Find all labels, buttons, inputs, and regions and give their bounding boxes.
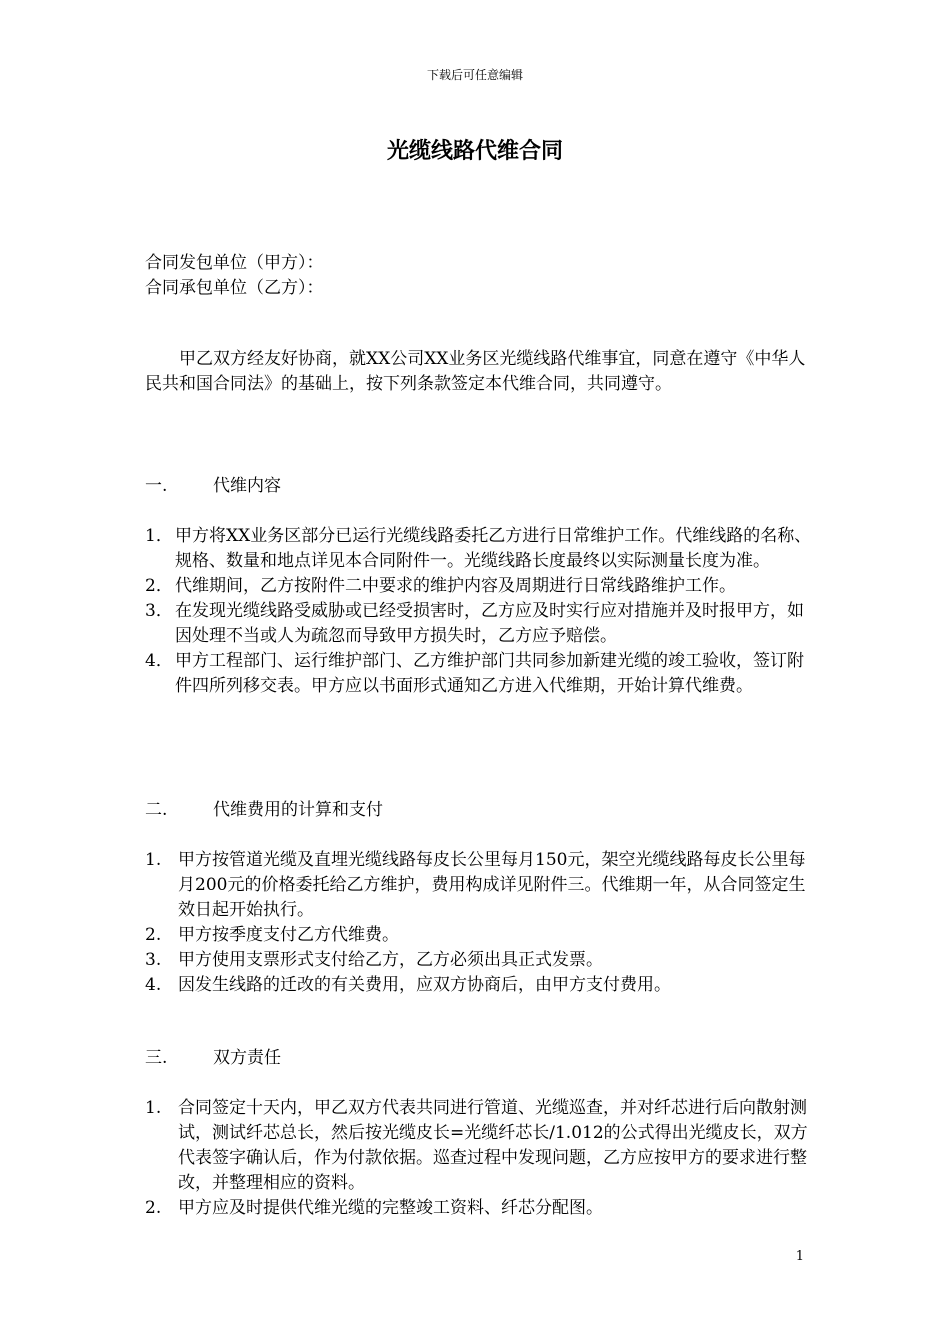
section-number: 二.	[145, 800, 168, 820]
item-text: 在发现光缆线路受威胁或已经受损害时，乙方应及时实行应对措施并及时报甲方，如因处理不当或人为疏忽而导致甲方损失时，乙方应予赔偿。	[175, 601, 804, 646]
item-text: 代维期间，乙方按附件二中要求的维护内容及周期进行日常线路维护工作。	[175, 576, 736, 596]
list-item	[145, 524, 820, 574]
list-item	[145, 599, 820, 649]
item-text: 因发生线路的迁改的有关费用，应双方协商后，由甲方支付费用。	[178, 975, 671, 995]
item-text: 甲方使用支票形式支付给乙方，乙方必须出具正式发票。	[178, 950, 603, 970]
item-text: 甲方按季度支付乙方代维费。	[178, 925, 399, 945]
document-title: 光缆线路代维合同	[386, 139, 563, 164]
item-text: 甲方应及时提供代维光缆的完整竣工资料、纤芯分配图。	[178, 1198, 603, 1218]
section-number: 一.	[145, 476, 168, 496]
section-heading	[145, 1046, 281, 1071]
intro-paragraph	[145, 347, 810, 397]
section-heading	[145, 798, 383, 823]
section-title: 代维内容	[213, 476, 281, 496]
party-a-label: 合同发包单位（甲方）：	[145, 253, 324, 273]
section-heading	[145, 474, 281, 499]
item-number: 3．	[145, 601, 173, 621]
item-number: 2.	[145, 925, 162, 945]
list-item	[145, 1196, 820, 1221]
item-number: 3.	[145, 950, 162, 970]
item-text: 合同签定十天内，甲乙双方代表共同进行管道、光缆巡查，并对纤芯进行后向散射测试，测试纤芯总长，然后按光缆皮长=光缆纤芯长/1.012的公式得出光缆皮长，双方代表签字确认后，作为付款依据。巡查过程中发现问题，乙方应按甲方的要求进行整改，并整理相应的资料。	[178, 1098, 808, 1193]
page-number: 1	[795, 1249, 804, 1264]
item-number: 2.	[145, 1198, 162, 1218]
item-number: 1．	[145, 526, 173, 546]
intro-text: 甲乙双方经友好协商，就XX公司XX业务区光缆线路代维事宜，同意在遵守《中华人民共和国合同法》的基础上，按下列条款签定本代维合同，共同遵守。	[145, 349, 806, 394]
item-number: 4．	[145, 651, 173, 671]
item-number: 1.	[145, 850, 162, 870]
list-item	[145, 649, 820, 699]
list-item	[145, 574, 820, 599]
list-item	[145, 973, 820, 998]
item-text: 甲方将XX业务区部分已运行光缆线路委托乙方进行日常维护工作。代维线路的名称、规格、数量和地点详见本合同附件一。光缆线路长度最终以实际测量长度为准。	[175, 526, 812, 571]
party-b-label: 合同承包单位（乙方）：	[145, 278, 324, 298]
section-items	[145, 848, 820, 998]
section-number: 三.	[145, 1048, 168, 1068]
section-title: 代维费用的计算和支付	[213, 800, 383, 820]
item-number: 1.	[145, 1098, 162, 1118]
page-header: 下载后可任意编辑	[426, 68, 523, 82]
section-items	[145, 1096, 820, 1221]
list-item	[145, 948, 820, 973]
item-text: 甲方按管道光缆及直埋光缆线路每皮长公里每月150元，架空光缆线路每皮长公里每月200元的价格委托给乙方维护，费用构成详见附件三。代维期一年，从合同签定生效日起开始执行。	[178, 850, 806, 920]
section-title: 双方责任	[213, 1048, 281, 1068]
item-number: 4.	[145, 975, 162, 995]
list-item	[145, 1096, 820, 1196]
item-number: 2．	[145, 576, 173, 596]
item-text: 甲方工程部门、运行维护部门、乙方维护部门共同参加新建光缆的竣工验收，签订附件四所列移交表。甲方应以书面形式通知乙方进入代维期，开始计算代维费。	[175, 651, 804, 696]
list-item	[145, 848, 820, 923]
list-item	[145, 923, 820, 948]
section-items	[145, 524, 820, 699]
